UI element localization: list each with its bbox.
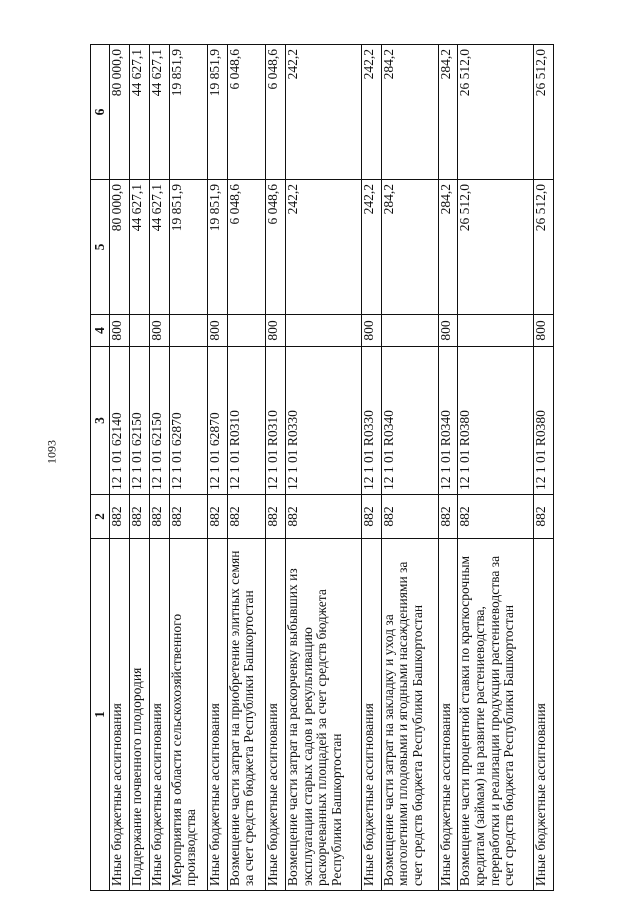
- page-number: 1093: [44, 440, 59, 464]
- row-code: 12 1 01 R0330: [286, 347, 362, 495]
- row-col5: 284,2: [381, 180, 438, 315]
- row-col6: 26 512,0: [534, 45, 554, 180]
- row-code: 12 1 01 62140: [110, 347, 130, 495]
- row-gr: 882: [149, 495, 169, 539]
- row-col5: 44 627,1: [149, 180, 169, 315]
- row-name: Возмещение части затрат на приобретение элитных семян за счет средств бюджета Республики Башкортостан: [227, 539, 265, 891]
- row-vr: [458, 315, 534, 347]
- row-col6: 44 627,1: [149, 45, 169, 180]
- row-gr: 882: [266, 495, 286, 539]
- row-vr: [381, 315, 438, 347]
- row-gr: 882: [129, 495, 149, 539]
- row-col6: 19 851,9: [207, 45, 227, 180]
- row-col5: 44 627,1: [129, 180, 149, 315]
- header-cell-2: 2: [91, 495, 110, 539]
- header-cell-5: 5: [91, 180, 110, 315]
- row-code: 12 1 01 R0330: [361, 347, 381, 495]
- row-name: Иные бюджетные ассигнования: [438, 539, 458, 891]
- row-code: 12 1 01 R0310: [266, 347, 286, 495]
- row-vr: 800: [110, 315, 130, 347]
- header-cell-6: 6: [91, 45, 110, 180]
- row-col5: 284,2: [438, 180, 458, 315]
- row-gr: 882: [361, 495, 381, 539]
- table-row: [129, 45, 149, 891]
- row-name: Иные бюджетные ассигнования: [149, 539, 169, 891]
- header-row: [91, 45, 110, 891]
- row-col5: 6 048,6: [266, 180, 286, 315]
- row-gr: 882: [286, 495, 362, 539]
- row-code: 12 1 01 R0340: [438, 347, 458, 495]
- table-row: [266, 45, 286, 891]
- row-vr: 800: [534, 315, 554, 347]
- row-col5: 19 851,9: [169, 180, 207, 315]
- row-code: 12 1 01 62870: [169, 347, 207, 495]
- row-col6: 80 000,0: [110, 45, 130, 180]
- table-row: [207, 45, 227, 891]
- row-col6: 44 627,1: [129, 45, 149, 180]
- row-code: 12 1 01 62150: [149, 347, 169, 495]
- header-cell-4: 4: [91, 315, 110, 347]
- row-vr: [227, 315, 265, 347]
- row-name: Возмещение части затрат на закладку и уход за многолетними плодовыми и ягодными насаждениями за счет средств бюджета Республики Башкортостан: [381, 539, 438, 891]
- row-gr: 882: [534, 495, 554, 539]
- table-row: [149, 45, 169, 891]
- row-col5: 242,2: [286, 180, 362, 315]
- row-vr: 800: [207, 315, 227, 347]
- row-code: 12 1 01 R0380: [534, 347, 554, 495]
- row-col6: 19 851,9: [169, 45, 207, 180]
- row-name: Поддержание почвенного плодородия: [129, 539, 149, 891]
- row-vr: 800: [438, 315, 458, 347]
- row-col6: 284,2: [381, 45, 438, 180]
- table-row: [110, 45, 130, 891]
- row-vr: 800: [266, 315, 286, 347]
- row-vr: [129, 315, 149, 347]
- header-cell-3: 3: [91, 347, 110, 495]
- row-col5: 242,2: [361, 180, 381, 315]
- table-row: [381, 45, 438, 891]
- row-name: Возмещение части затрат на раскорчевку выбывших из эксплуатации старых садов и рекультивацию раскорчеванных площадей за счет средств бюджета Республики Башкортостан: [286, 539, 362, 891]
- row-gr: 882: [110, 495, 130, 539]
- row-col6: 242,2: [286, 45, 362, 180]
- row-vr: [169, 315, 207, 347]
- row-col6: 242,2: [361, 45, 381, 180]
- table-row: [169, 45, 207, 891]
- row-gr: 882: [207, 495, 227, 539]
- row-col5: 26 512,0: [458, 180, 534, 315]
- row-code: 12 1 01 62870: [207, 347, 227, 495]
- row-name: Иные бюджетные ассигнования: [534, 539, 554, 891]
- table-row: [458, 45, 534, 891]
- table-row: [286, 45, 362, 891]
- row-code: 12 1 01 R0340: [381, 347, 438, 495]
- budget-table: [90, 44, 554, 891]
- row-col5: 19 851,9: [207, 180, 227, 315]
- row-col5: 6 048,6: [227, 180, 265, 315]
- row-gr: 882: [381, 495, 438, 539]
- table-row: [361, 45, 381, 891]
- table-row: [438, 45, 458, 891]
- table-row: [227, 45, 265, 891]
- row-col5: 26 512,0: [534, 180, 554, 315]
- rotated-page: [90, 45, 554, 891]
- row-code: 12 1 01 R0380: [458, 347, 534, 495]
- row-col5: 80 000,0: [110, 180, 130, 315]
- row-gr: 882: [169, 495, 207, 539]
- table-row: [534, 45, 554, 891]
- row-col6: 6 048,6: [266, 45, 286, 180]
- row-gr: 882: [227, 495, 265, 539]
- header-cell-1: 1: [91, 539, 110, 891]
- row-gr: 882: [438, 495, 458, 539]
- row-name: Возмещение части процентной ставки по краткосрочным кредитам (займам) на развитие растениеводства, переработки и реализации продукции растениеводства за счет средств бюджета Республики Башкортостан: [458, 539, 534, 891]
- rotated-content: [90, 45, 554, 891]
- row-col6: 284,2: [438, 45, 458, 180]
- row-name: Иные бюджетные ассигнования: [110, 539, 130, 891]
- row-col6: 26 512,0: [458, 45, 534, 180]
- row-code: 12 1 01 62150: [129, 347, 149, 495]
- row-vr: [286, 315, 362, 347]
- row-name: Иные бюджетные ассигнования: [207, 539, 227, 891]
- row-code: 12 1 01 R0310: [227, 347, 265, 495]
- row-name: Иные бюджетные ассигнования: [361, 539, 381, 891]
- row-name: Мероприятия в области сельскохозяйственного производства: [169, 539, 207, 891]
- row-name: Иные бюджетные ассигнования: [266, 539, 286, 891]
- row-col6: 6 048,6: [227, 45, 265, 180]
- row-gr: 882: [458, 495, 534, 539]
- row-vr: 800: [361, 315, 381, 347]
- row-vr: 800: [149, 315, 169, 347]
